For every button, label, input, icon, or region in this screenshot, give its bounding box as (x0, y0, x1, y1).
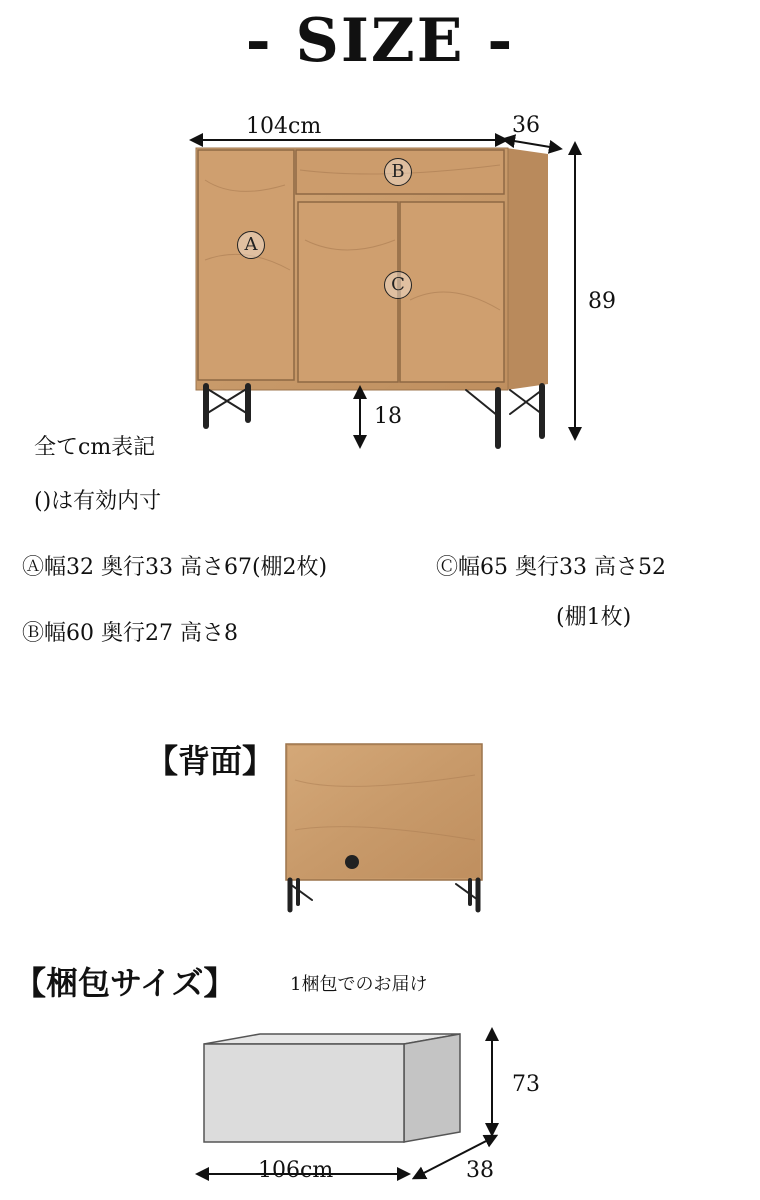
door-c-left (298, 202, 398, 382)
package-width: 106cm (258, 1158, 334, 1183)
back-heading: 【背面】 (146, 742, 275, 780)
depth-dimension: 36 (512, 113, 540, 138)
spec-a: Ⓐ幅32 奥行33 高さ67(棚2枚) (22, 555, 328, 580)
width-dimension: 104cm (246, 114, 322, 139)
spec-c: Ⓒ幅65 奥行33 高さ52 (436, 555, 666, 580)
inner-size-note: ()は有効内寸 (34, 489, 162, 514)
leg-height-dimension: 18 (374, 404, 402, 429)
spec-c-shelf: (棚1枚) (556, 605, 632, 630)
spec-b: Ⓑ幅60 奥行27 高さ8 (22, 621, 238, 646)
package-height: 73 (512, 1072, 540, 1097)
package-depth: 38 (466, 1158, 494, 1183)
package-box (204, 1034, 460, 1142)
cabinet-front (196, 148, 548, 390)
section-label-b: B (384, 158, 412, 186)
package-note: 1梱包でのお届け (290, 974, 428, 995)
section-label-a: A (237, 231, 265, 259)
section-label-c: C (384, 271, 412, 299)
package-heading: 【梱包サイズ】 (14, 964, 236, 1002)
unit-note: 全てcm表記 (34, 435, 156, 460)
back-view (286, 744, 482, 910)
page-title: - SIZE - (245, 6, 515, 76)
height-dimension: 89 (588, 289, 616, 314)
